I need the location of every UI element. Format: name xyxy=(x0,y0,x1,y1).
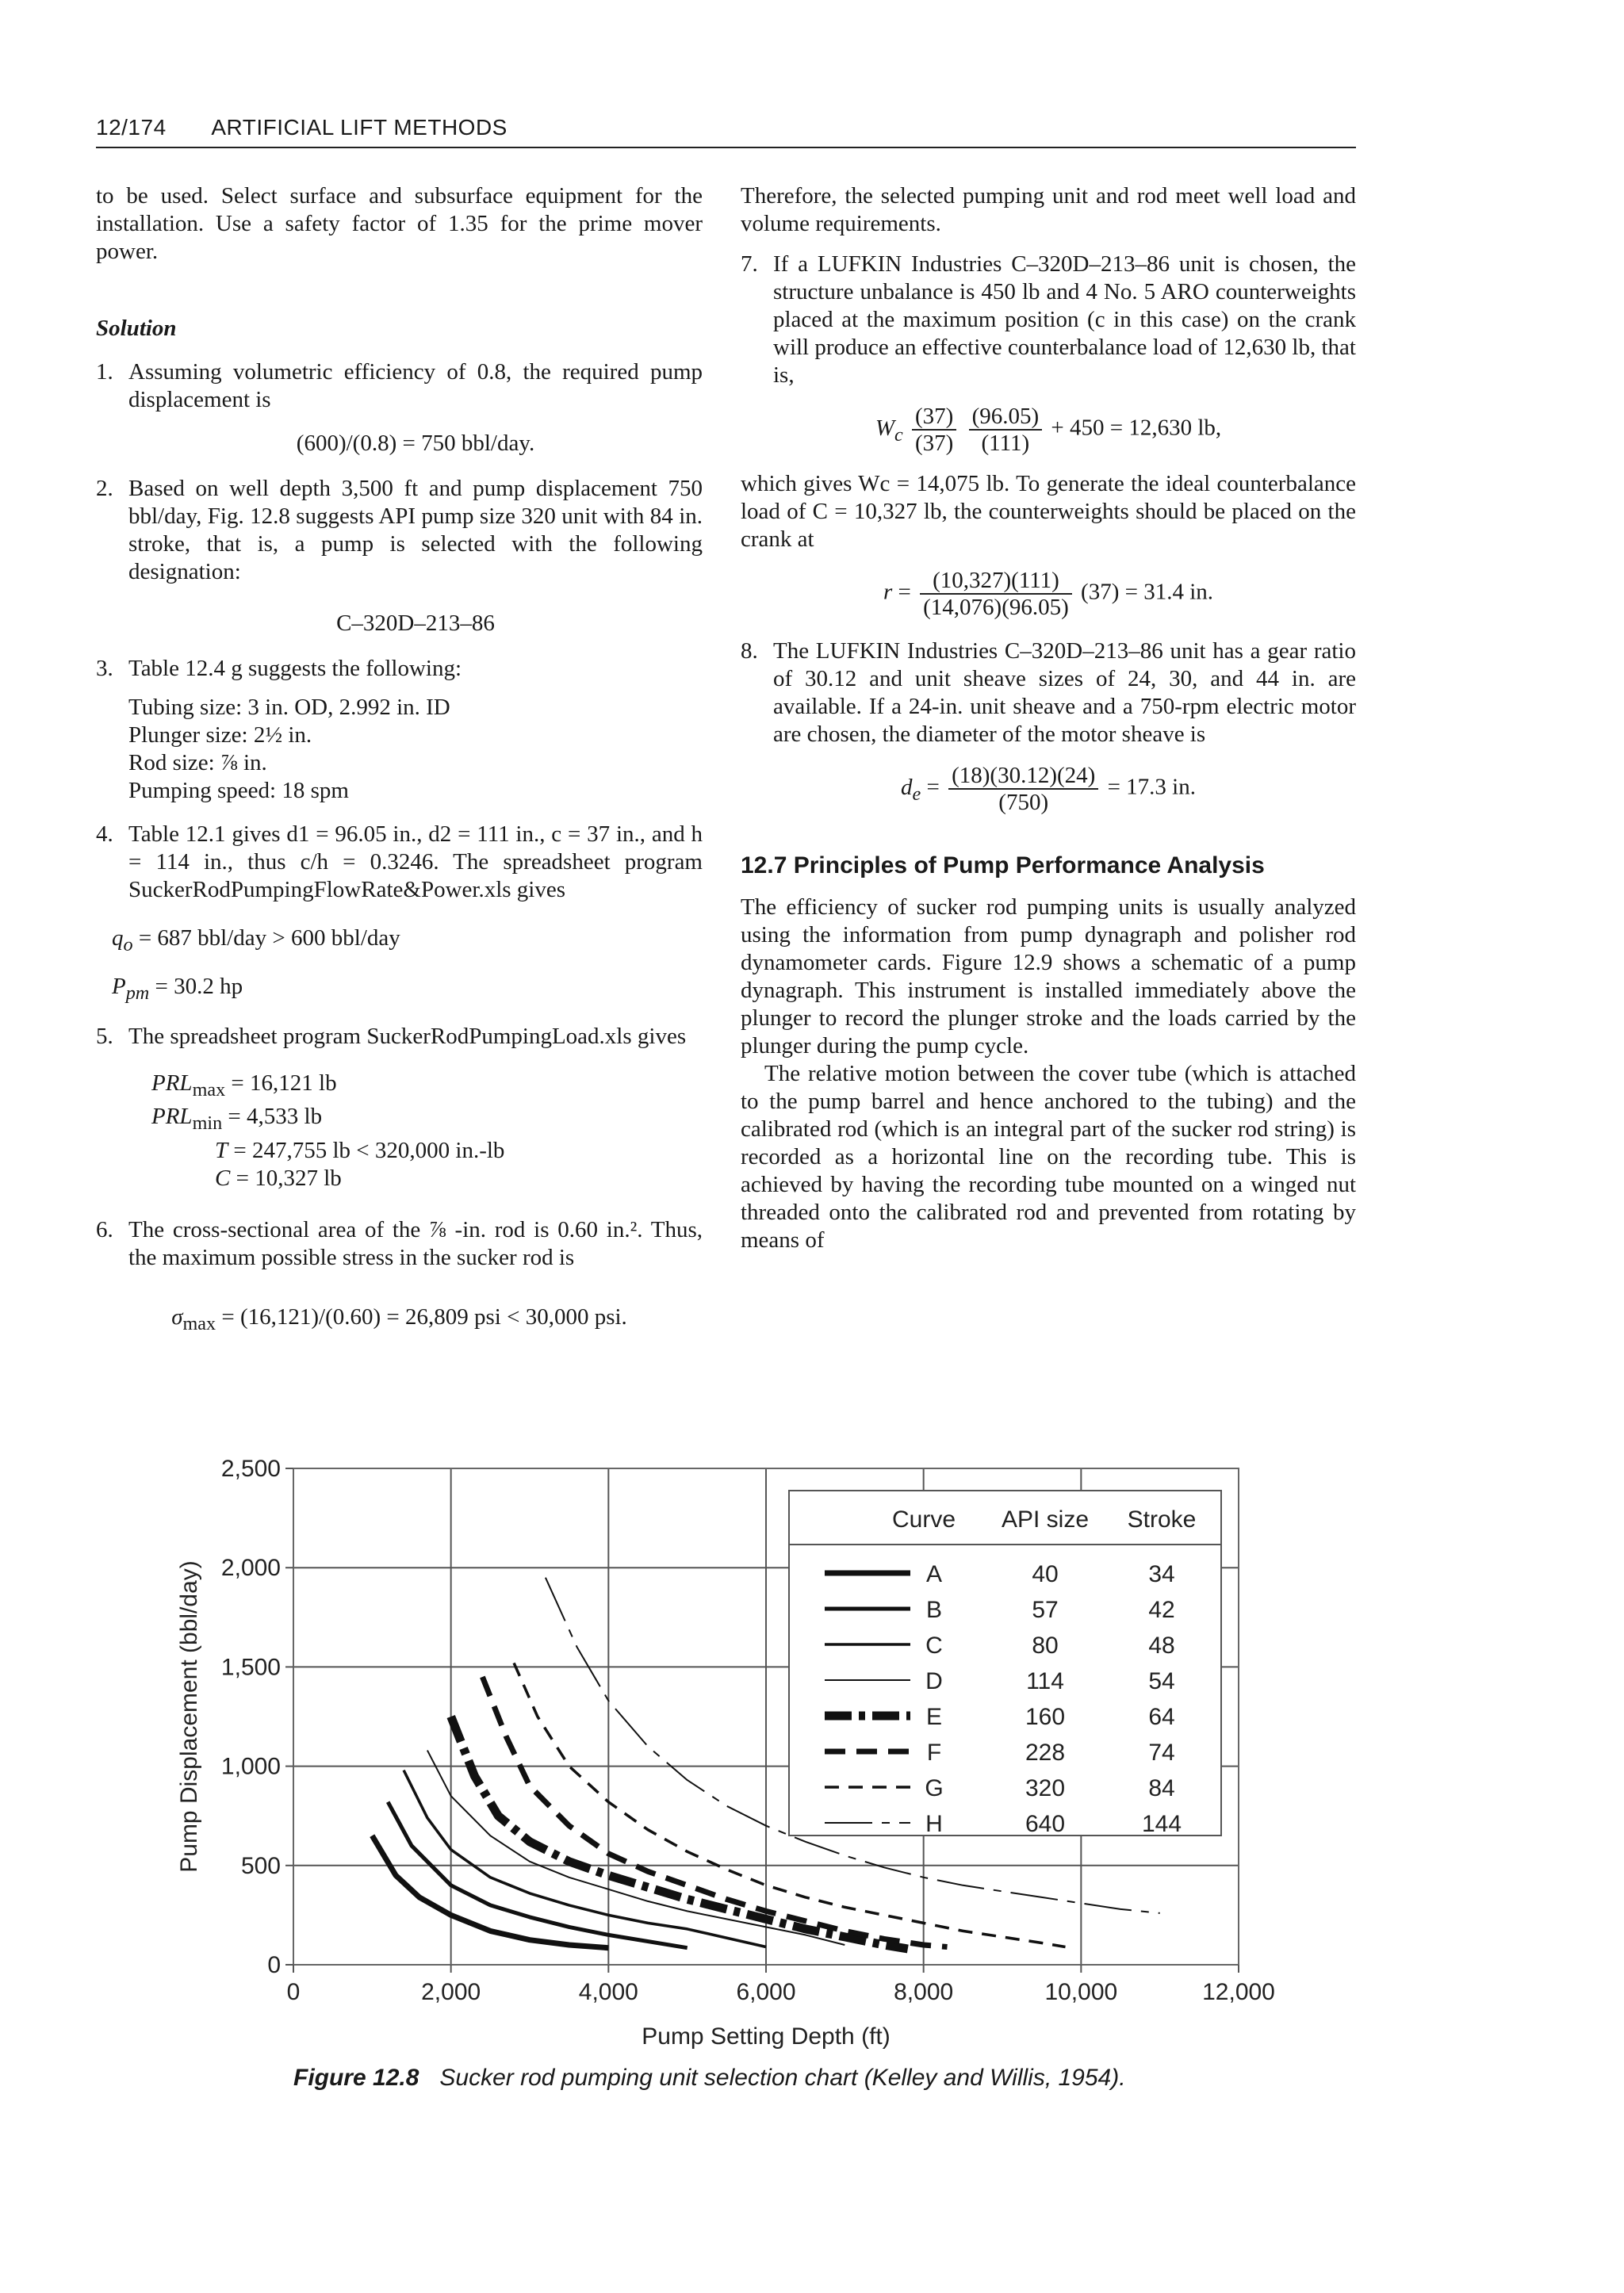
item-number: 3. xyxy=(96,656,113,681)
item-text: Assuming volumetric efficiency of 0.8, the required pump displacement is xyxy=(128,359,703,412)
x-tick-label: 12,000 xyxy=(1202,1979,1275,2005)
x-tick-label: 6,000 xyxy=(736,1979,796,2005)
prl-max-value: = 16,121 lb xyxy=(231,1070,337,1096)
legend-api-size: 160 xyxy=(1025,1704,1066,1730)
legend-api-size: 80 xyxy=(1032,1633,1059,1659)
x-tick-label: 0 xyxy=(286,1979,301,2005)
legend-curve-label: D xyxy=(925,1668,943,1694)
paragraph: The efficiency of sucker rod pumping units is usually analyzed using the information from pump dynagraph and polisher rod dynamometer cards. Figure 12.9 shows a schematic of a pump dynagraph. This instrument is installed immediately above the plunger to record the plunger stroke and the loads carried by the plunger during the pump cycle. xyxy=(741,894,1356,1058)
stress-equation: $\sigma_{max} = (16,121)/(0.60) = 26,809$ psi < 30,000 psi. xyxy=(171,1304,627,1334)
legend-stroke: 144 xyxy=(1141,1811,1182,1837)
legend-curve-label: E xyxy=(925,1704,943,1730)
figure-caption xyxy=(293,2065,1126,2092)
legend-stroke: 48 xyxy=(1148,1633,1175,1659)
power-value: = 30.2 hp xyxy=(155,973,243,999)
y-tick-label: 2,000 xyxy=(220,1555,281,1582)
legend-header: API size xyxy=(1001,1506,1090,1533)
legend-curve-label: A xyxy=(925,1561,943,1587)
counterbalance-value: = 10,327 lb xyxy=(236,1166,342,1192)
page-number: 12/174 xyxy=(96,115,167,140)
pump-designation: C–320D–213–86 xyxy=(336,611,495,636)
list-item: Plunger size: 2½ in. xyxy=(128,722,312,748)
item-number: 8. xyxy=(741,638,758,664)
solution-label: Solution xyxy=(96,316,177,341)
curve-a xyxy=(372,1836,608,1948)
item-number: 4. xyxy=(96,821,113,847)
y-axis-label: Pump Displacement (bbl/day) xyxy=(176,1560,202,1873)
item-text: Table 12.4 g suggests the following: xyxy=(128,656,462,681)
legend-api-size: 640 xyxy=(1025,1811,1066,1837)
item-text: The spreadsheet program SuckerRodPumpingLoad.xls gives xyxy=(128,1023,687,1049)
y-tick-label: 2,500 xyxy=(220,1456,281,1482)
item-number: 5. xyxy=(96,1023,113,1049)
legend-stroke: 74 xyxy=(1148,1740,1175,1766)
y-tick-label: 500 xyxy=(240,1852,281,1879)
caption-label: Figure 12.8 xyxy=(293,2065,419,2091)
y-tick-label: 1,000 xyxy=(220,1753,281,1780)
list-item: Rod size: ⅞ in. xyxy=(128,750,267,775)
legend-api-size: 40 xyxy=(1032,1561,1059,1587)
equation-result: (37) = 31.4 in. xyxy=(1081,579,1214,605)
item-text: The LUFKIN Industries C–320D–213–86 unit has a gear ratio of 30.12 and unit sheave sizes of 24, 30, and 44 in. are available. If a 24-in. unit sheave and a 750-rpm electric motor are chosen, the diameter of the motor sheave is xyxy=(773,638,1356,747)
item-text: Table 12.1 gives d1 = 96.05 in., d2 = 111 in., c = 37 in., and h = 114 in., thus c/h = 0.3246. The spreadsheet program SuckerRodPumpingFlowRate&Power.xls gives xyxy=(128,821,703,902)
legend-curve-label: C xyxy=(925,1633,943,1659)
y-tick-label: 0 xyxy=(267,1952,281,1978)
list-item: Tubing size: 3 in. OD, 2.992 in. ID xyxy=(128,695,450,720)
torque-value: = 247,755 lb < 320,000 in.-lb xyxy=(233,1138,505,1164)
item-number: 2. xyxy=(96,476,113,501)
item-text: Based on well depth 3,500 ft and pump displacement 750 bbl/day, Fig. 12.8 suggests API pump size 320 unit with 84 in. stroke, that is, a pump is selected with the following designation: xyxy=(128,476,703,584)
x-tick-label: 2,000 xyxy=(421,1979,481,2005)
legend-curve-label: B xyxy=(925,1597,943,1623)
y-tick-label: 1,500 xyxy=(220,1654,281,1681)
legend-stroke: 64 xyxy=(1148,1704,1175,1730)
chart-legend xyxy=(789,1491,1221,1837)
legend-header: Stroke xyxy=(1127,1506,1197,1533)
section-heading: 12.7 Principles of Pump Performance Analysis xyxy=(741,852,1265,879)
paragraph: which gives Wc = 14,075 lb. To generate the ideal counterbalance load of C = 10,327 lb, the counterweights should be placed on the crank at xyxy=(741,471,1356,552)
intro-paragraph: to be used. Select surface and subsurface equipment for the installation. Use a safety factor of 1.35 for the prime mover power. xyxy=(96,183,703,264)
load-results: $PRL_{max} = 16,121$ lb $PRL_{min} = 4,533$ lb T = 247,755 lb < 320,000 in.-lb C = 10,327 lb xyxy=(151,1070,505,1192)
x-axis-label: Pump Setting Depth (ft) xyxy=(642,2023,891,2050)
legend-api-size: 320 xyxy=(1025,1775,1066,1801)
power-equation: $P_{pm} = 30.2$ hp xyxy=(112,973,243,1004)
legend-stroke: 42 xyxy=(1148,1597,1175,1623)
paragraph: The relative motion between the cover tube (which is attached to the pump barrel and hence anchored to the tubing) and the calibrated rod (which is an integral part of the sucker rod string) is recorded as a horizontal line on the recording tube. This is achieved by having the recording tube mounted on a winged nut threaded onto the calibrated rod and prevented from rotating by means of xyxy=(741,1061,1356,1253)
item-text: If a LUFKIN Industries C–320D–213–86 unit is chosen, the structure unbalance is 450 lb and 4 No. 5 ARO counterweights placed at the maximum position (c in this case) on the crank will produce an effective counterbalance load of 12,630 lb, that is, xyxy=(773,251,1356,388)
list-item: Pumping speed: 18 spm xyxy=(128,778,349,803)
running-title: ARTIFICIAL LIFT METHODS xyxy=(211,115,508,140)
legend-stroke: 34 xyxy=(1148,1561,1175,1587)
flow-rate-value: = 687 bbl/day > 600 bbl/day xyxy=(138,925,400,951)
x-tick-label: 8,000 xyxy=(894,1979,954,2005)
legend-api-size: 228 xyxy=(1025,1740,1066,1766)
item-number: 1. xyxy=(96,359,113,385)
stress-value: = (16,121)/(0.60) = 26,809 psi < 30,000 psi. xyxy=(221,1304,627,1330)
legend-curve-label: H xyxy=(925,1811,943,1837)
legend-stroke: 84 xyxy=(1148,1775,1175,1801)
legend-api-size: 57 xyxy=(1032,1597,1059,1623)
counterbalance-equation: $W_c$ $\frac{(37)}{(37)}$ $\frac{(96.05)}{(111)}$ + 450 = 12,630 lb, xyxy=(875,404,1222,456)
crank-position-equation: r = $\frac{(10,327)(111)}{(14,076)(96.05)}$ (37) = 31.4 in. xyxy=(883,568,1214,620)
paragraph: Therefore, the selected pumping unit and rod meet well load and volume requirements. xyxy=(741,183,1356,236)
equation: (600)/(0.8) = 750 bbl/day. xyxy=(296,431,535,456)
equation-result: + 450 = 12,630 lb, xyxy=(1051,415,1222,441)
equation-result: = 17.3 in. xyxy=(1107,774,1196,800)
sheave-equation: $d_e$ = $\frac{(18)(30.12)(24)}{(750)}$ = 17.3 in. xyxy=(901,763,1196,815)
item-number: 7. xyxy=(741,251,758,277)
caption-text: Sucker rod pumping unit selection chart (Kelley and Willis, 1954). xyxy=(439,2065,1126,2091)
legend-header: Curve xyxy=(891,1506,956,1533)
legend-stroke: 54 xyxy=(1148,1668,1175,1694)
item-text: The cross-sectional area of the ⅞ -in. rod is 0.60 in.². Thus, the maximum possible stress in the sucker rod is xyxy=(128,1217,703,1271)
x-tick-label: 4,000 xyxy=(578,1979,638,2005)
flow-rate-equation: $q_o = 687$ bbl/day > 600 bbl/day xyxy=(112,925,400,955)
legend-curve-label: F xyxy=(926,1740,942,1766)
curve-d xyxy=(427,1751,845,1945)
legend-api-size: 114 xyxy=(1026,1668,1064,1694)
x-tick-label: 10,000 xyxy=(1044,1979,1118,2005)
legend-curve-label: G xyxy=(925,1775,944,1801)
prl-min-value: = 4,533 lb xyxy=(228,1104,323,1130)
item-number: 6. xyxy=(96,1217,113,1243)
